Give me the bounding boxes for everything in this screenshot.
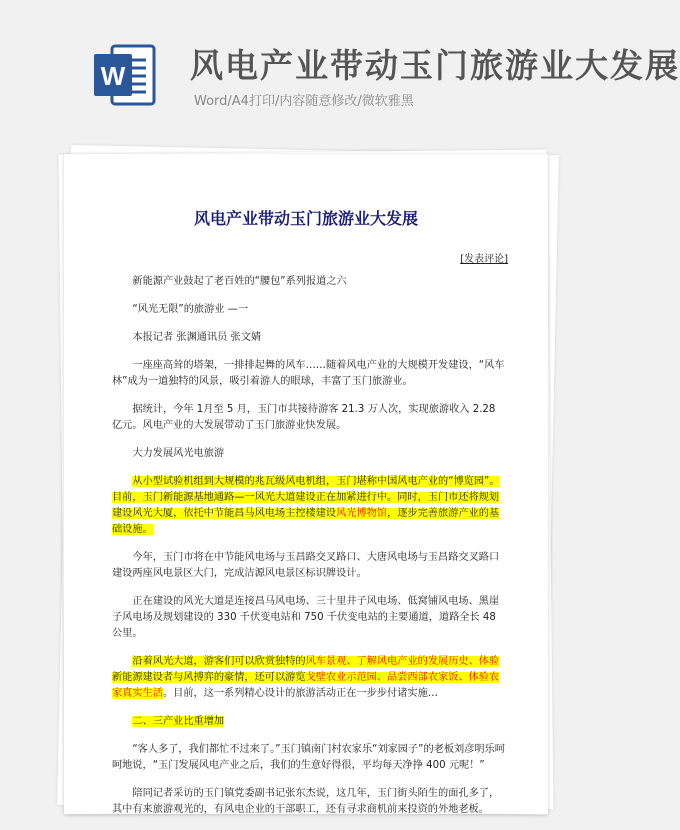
banner-header	[0, 0, 680, 130]
paragraph-closing: 陪同记者采访的玉门镇党委副书记张东杰说，这几年，玉门街头陌生的面孔多了，其中有来旅游观光的，有风电企业的干部职工，还有寻求商机前来投资的外地老板。	[112, 788, 500, 815]
document-body	[112, 274, 508, 830]
post-comment-link[interactable]: [发表评论]	[460, 254, 508, 265]
highlight-red-text: 戈壁农业示范园、品尝西部农家饭、体验农家真实生活	[112, 672, 500, 699]
word-icon-letter: W	[100, 61, 126, 91]
banner-subtitle: Word/A4打印/内容随意修改/微软雅黑	[194, 94, 414, 109]
subheading-industry-share	[112, 714, 508, 730]
paragraph-highlighted-1	[112, 474, 508, 538]
highlight-red-text: 风车景观、了解风电产业的发展历史、体验	[305, 656, 500, 667]
series-subheading: 新能源产业鼓起了老百姓的“腰包”系列报道之六	[132, 276, 347, 287]
section-heading: “风光无限”的旅游业 —一	[132, 304, 249, 315]
highlight-red-text: 风光博物馆	[336, 508, 388, 519]
highlight-text: 从小型试验机组到大规模的兆瓦级风电机组，玉门堪称中国风电产业的“博览园”。目前，玉门新能源基地通路—一风光大道建设正在加紧进行中。同时，玉门市还将规划建设风光大厦，依托中节能昌马风电场主控楼建设	[112, 476, 500, 519]
highlight-text: 二、三产业比重增加	[132, 716, 225, 727]
subheading-develop-tourism: 大力发展风光电旅游	[132, 448, 225, 459]
paragraph-quote: “客人多了，我们都忙不过来了。”玉门镇南门村农家乐“刘家园子”的老板刘彦明乐呵呵地说，“玉门发展风电产业之后，我们的生意好得很，平均每天净挣 400 元呢！”	[112, 744, 505, 771]
highlight-text: ，逐步完善旅游产业的基础设施。	[112, 508, 500, 535]
paragraph-statistics: 据统计，今年 1月至 5 月，玉门市共接待游客 21.3 万人次，实现旅游收入 2.28 亿元。风电产业的大发展带动了玉门旅游业快发展。	[112, 404, 496, 431]
banner-title: 风电产业带动玉门旅游业大发展	[190, 46, 680, 85]
paragraph-intro: 一座座高耸的塔架，一排排起舞的风车……随着风电产业的大规模开发建设，“风车林”成为一道独特的风景，吸引着游人的眼球，丰富了玉门旅游业。	[112, 360, 505, 387]
highlight-text: 新能源建设者与风搏弈的豪情，还可以游览	[112, 672, 306, 683]
paragraph-highlighted-2	[112, 654, 508, 702]
byline: 本报记者 张渊通讯员 张文婧	[132, 332, 262, 343]
paragraph-scenic-road: 正在建设的风光大道是连接昌马风电场、三十里井子风电场、低窝铺风电场、黑崖子风电场及规划建设的 330 千伏变电站和 750 千伏变电站的主要通道，道路全长 48 公里。	[112, 596, 500, 639]
plain-text: 。目前，这一系列精心设计的旅游活动正在一步步付诸实施…	[162, 688, 438, 699]
highlight-text: 沿着风光大道，游客们可以欣赏独特的	[132, 656, 306, 667]
document-page	[64, 154, 548, 814]
word-document-icon	[90, 40, 160, 110]
paragraph-scenic-gates: 今年，玉门市将在中节能风电场与玉昌路交叉路口、大唐风电场与玉昌路交叉路口建设两座风电景区大门，完成洁源风电景区标识牌设计。	[112, 552, 500, 579]
document-title: 风电产业带动玉门旅游业大发展	[193, 209, 418, 228]
